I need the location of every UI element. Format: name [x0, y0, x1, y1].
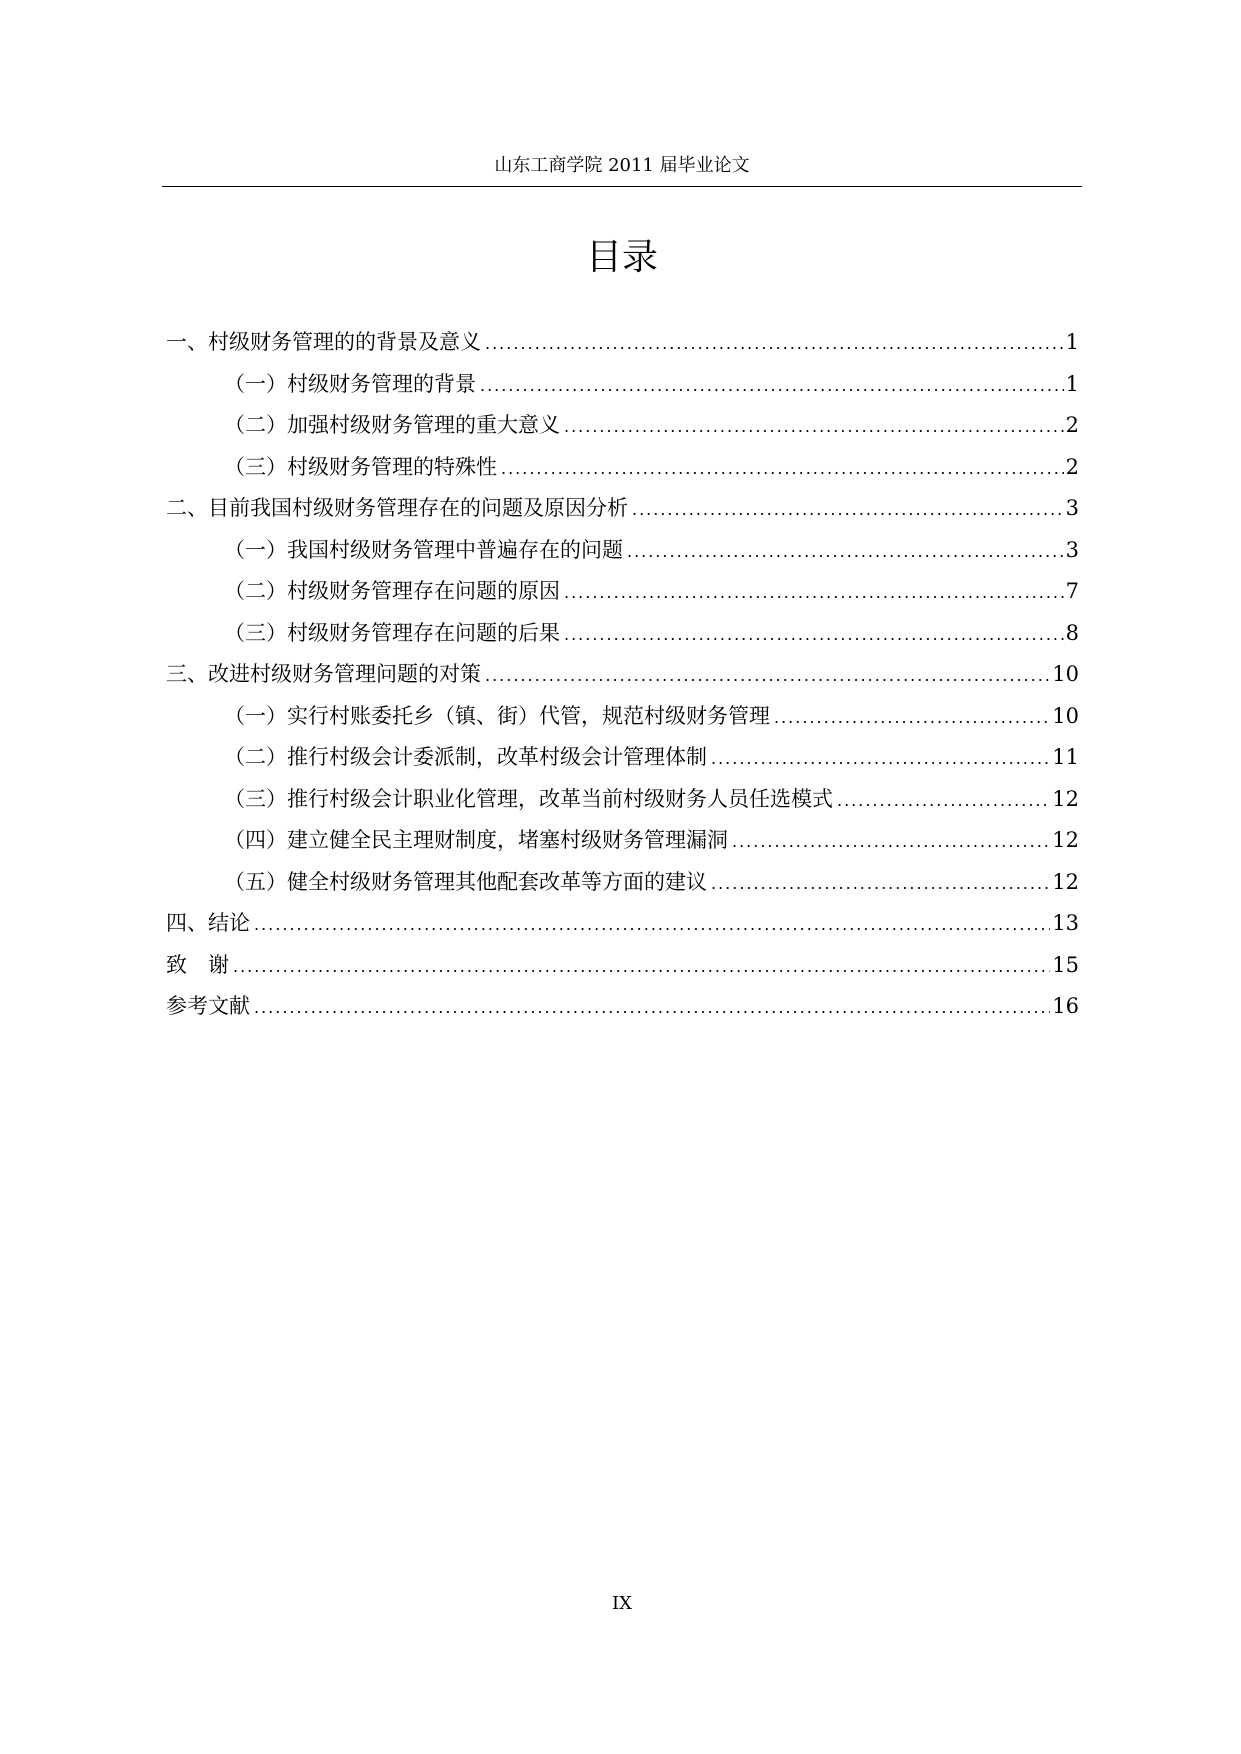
toc-entry[interactable]	[166, 571, 1079, 613]
toc-entry-label: （二）村级财务管理存在问题的原因	[224, 579, 560, 603]
toc-dot-leader	[627, 531, 1064, 573]
toc-entry[interactable]	[166, 779, 1079, 821]
toc-entry-page: 3	[1065, 496, 1079, 520]
toc-entry-label: （三）村级财务管理存在问题的后果	[224, 620, 560, 645]
toc-title: 目录	[585, 237, 658, 278]
toc-entry-label: 二、目前我国村级财务管理存在的问题及原因分析	[166, 496, 628, 520]
toc-entry[interactable]	[166, 364, 1079, 406]
page-number: IX	[612, 1593, 632, 1614]
toc-entry-page: 10	[1052, 662, 1079, 686]
toc-entry-label: （三）推行村级会计职业化管理，改革当前村级财务人员任选模式	[224, 786, 833, 811]
toc-entry[interactable]	[166, 530, 1079, 572]
toc-entry-page: 7	[1065, 579, 1079, 603]
toc-entry-label: （一）实行村账委托乡（镇、街）代管，规范村级财务管理	[224, 703, 770, 728]
toc-entry-page: 13	[1052, 911, 1079, 935]
toc-entry-label: 四、结论	[166, 911, 250, 935]
toc-entry-page: 11	[1052, 745, 1079, 769]
toc-entry-label: （一）村级财务管理的背景	[224, 371, 476, 396]
toc-dot-leader	[837, 780, 1050, 822]
toc-entry-label: （二）推行村级会计委派制，改革村级会计管理体制	[224, 745, 707, 769]
toc-dot-leader	[501, 448, 1064, 490]
toc-entry[interactable]	[166, 613, 1079, 655]
toc-entry-page: 12	[1052, 786, 1079, 811]
toc-entry[interactable]	[166, 322, 1079, 364]
table-of-contents	[166, 322, 1079, 1028]
toc-entry[interactable]	[166, 945, 1079, 987]
toc-entry[interactable]	[166, 488, 1079, 530]
toc-entry-page: 16	[1052, 994, 1079, 1018]
header-rule	[162, 186, 1082, 187]
toc-dot-leader	[233, 946, 1050, 988]
toc-entry[interactable]	[166, 447, 1079, 489]
running-header: 山东工商学院 2011 届毕业论文	[494, 155, 750, 176]
toc-dot-leader	[564, 614, 1064, 656]
toc-dot-leader	[711, 738, 1050, 780]
toc-entry-page: 1	[1065, 330, 1079, 354]
toc-dot-leader	[485, 655, 1050, 697]
toc-dot-leader	[711, 863, 1050, 905]
toc-entry[interactable]	[166, 903, 1079, 945]
toc-dot-leader	[632, 489, 1064, 531]
toc-entry[interactable]	[166, 405, 1079, 447]
toc-entry-label: 一、村级财务管理的的背景及意义	[166, 330, 481, 354]
toc-entry[interactable]	[166, 986, 1079, 1028]
toc-entry-label: 三、改进村级财务管理问题的对策	[166, 662, 481, 686]
toc-entry-label: （五）健全村级财务管理其他配套改革等方面的建议	[224, 869, 707, 894]
toc-dot-leader	[564, 572, 1064, 614]
toc-dot-leader	[485, 323, 1064, 365]
toc-entry-page: 3	[1065, 537, 1079, 562]
toc-entry-page: 8	[1065, 620, 1079, 645]
toc-entry-label: （一）我国村级财务管理中普遍存在的问题	[224, 537, 623, 562]
toc-dot-leader	[254, 987, 1050, 1029]
toc-dot-leader	[774, 697, 1050, 739]
toc-entry-page: 12	[1052, 828, 1079, 852]
toc-dot-leader	[564, 406, 1064, 448]
toc-entry[interactable]	[166, 737, 1079, 779]
toc-entry-page: 15	[1052, 952, 1079, 977]
toc-entry-page: 2	[1065, 454, 1079, 479]
toc-entry[interactable]	[166, 696, 1079, 738]
toc-entry-label: （四）建立健全民主理财制度，堵塞村级财务管理漏洞	[224, 828, 728, 852]
toc-dot-leader	[254, 904, 1050, 946]
toc-entry-label: 致 谢	[166, 952, 229, 977]
toc-entry-label: 参考文献	[166, 994, 250, 1018]
toc-entry-label: （三）村级财务管理的特殊性	[224, 454, 497, 479]
toc-entry[interactable]	[166, 862, 1079, 904]
toc-dot-leader	[480, 365, 1064, 407]
toc-entry[interactable]	[166, 820, 1079, 862]
toc-entry-page: 12	[1052, 869, 1079, 894]
toc-dot-leader	[732, 821, 1050, 863]
toc-entry[interactable]	[166, 654, 1079, 696]
toc-entry-page: 1	[1065, 371, 1079, 396]
toc-entry-page: 10	[1052, 703, 1079, 728]
toc-entry-label: （二）加强村级财务管理的重大意义	[224, 413, 560, 437]
toc-entry-page: 2	[1065, 413, 1079, 437]
